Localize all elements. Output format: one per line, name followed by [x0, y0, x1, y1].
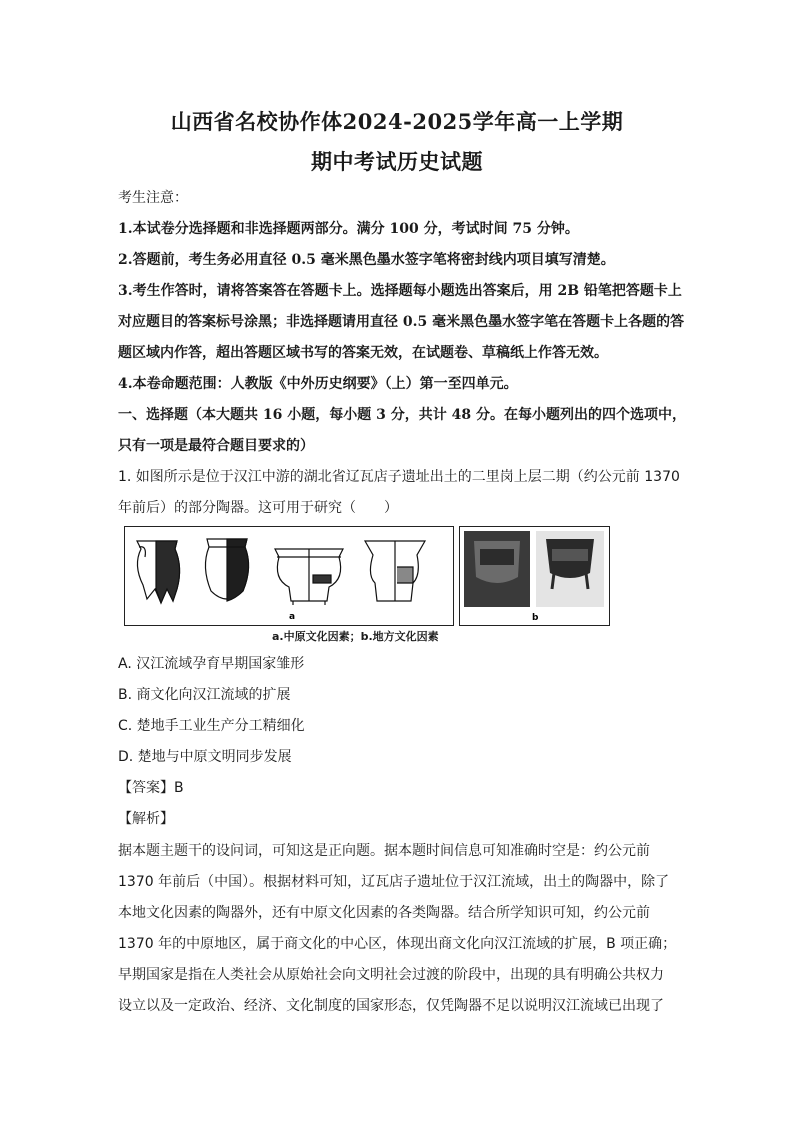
option-c: C. 楚地手工业生产分工精细化 [118, 718, 305, 734]
question-1-stem-line1: 1. 如图所示是位于汉江中游的湖北省辽瓦店子遗址出土的二里岗上层二期（约公元前 1370 [118, 469, 680, 485]
answer-label: 【答案】B [118, 780, 184, 796]
section-heading-line2: 只有一项是最符合题目要求的） [118, 438, 314, 454]
zun-drawing [365, 541, 425, 601]
figure-caption: a.中原文化因素；b.地方文化因素 [272, 630, 439, 643]
option-d: D. 楚地与中原文明同步发展 [118, 749, 292, 765]
figure-label-a: a [289, 612, 296, 622]
exam-title-line2: 期中考试历史试题 [311, 149, 483, 174]
pottery-drawings-a [125, 527, 453, 625]
analysis-heading: 【解析】 [118, 811, 174, 827]
notice-item-3-line3: 题区域内作答，超出答题区域书写的答案无效，在试题卷、草稿纸上作答无效。 [118, 345, 608, 361]
analysis-line: 设立以及一定政治、经济、文化制度的国家形态，仅凭陶器不足以说明汉江流域已出现了 [118, 998, 664, 1014]
analysis-line: 本地文化因素的陶器外，还有中原文化因素的各类陶器。结合所学知识可知，约公元前 [118, 905, 650, 921]
analysis-line: 1370 年的中原地区，属于商文化的中心区，体现出商文化向汉江流域的扩展，B 项正确； [118, 936, 677, 952]
notice-item-3-line2: 对应题目的答案标号涂黑；非选择题请用直径 0.5 毫米黑色墨水签字笔在答题卡上各题的答 [118, 314, 685, 330]
pottery-photos-b [460, 527, 609, 625]
analysis-line: 据本题主题干的设问词，可知这是正向题。据本题时间信息可知准确时空是：约公元前 [118, 843, 650, 859]
option-a: A. 汉江流域孕育早期国家雏形 [118, 656, 305, 672]
notice-item-2: 2.答题前，考生务必用直径 0.5 毫米黑色墨水签字笔将密封线内项目填写清楚。 [118, 252, 615, 268]
li-vessel-drawing [137, 541, 180, 603]
basin-drawing [275, 549, 343, 605]
analysis-line: 早期国家是指在人类社会从原始社会向文明社会过渡的阶段中，出现的具有明确公共权力 [118, 967, 664, 983]
pottery-panel-b [459, 526, 610, 626]
question-1-stem-line2: 年前后）的部分陶器。这可用于研究（ ） [118, 500, 398, 516]
option-b: B. 商文化向汉江流域的扩展 [118, 687, 291, 703]
jar-drawing [205, 539, 248, 601]
exam-title-line1: 山西省名校协作体2024-2025学年高一上学期 [170, 109, 624, 134]
analysis-line: 1370 年前后（中国）。根据材料可知，辽瓦店子遗址位于汉江流域，出土的陶器中，除了 [118, 874, 670, 890]
notice-heading: 考生注意： [118, 190, 188, 206]
notice-item-3-line1: 3.考生作答时，请将答案答在答题卡上。选择题每小题选出答案后，用 2B 铅笔把答题卡上 [118, 283, 682, 299]
notice-item-1: 1.本试卷分选择题和非选择题两部分。满分 100 分，考试时间 75 分钟。 [118, 221, 579, 237]
figure-label-b: b [532, 613, 539, 623]
section-heading-line1: 一、选择题（本大题共 16 小题，每小题 3 分，共计 48 分。在每小题列出的四个选项中， [118, 407, 686, 423]
notice-item-4: 4.本卷命题范围：人教版《中外历史纲要》（上）第一至四单元。 [118, 376, 518, 392]
pottery-figure [124, 526, 610, 628]
pottery-panel-a [124, 526, 454, 626]
